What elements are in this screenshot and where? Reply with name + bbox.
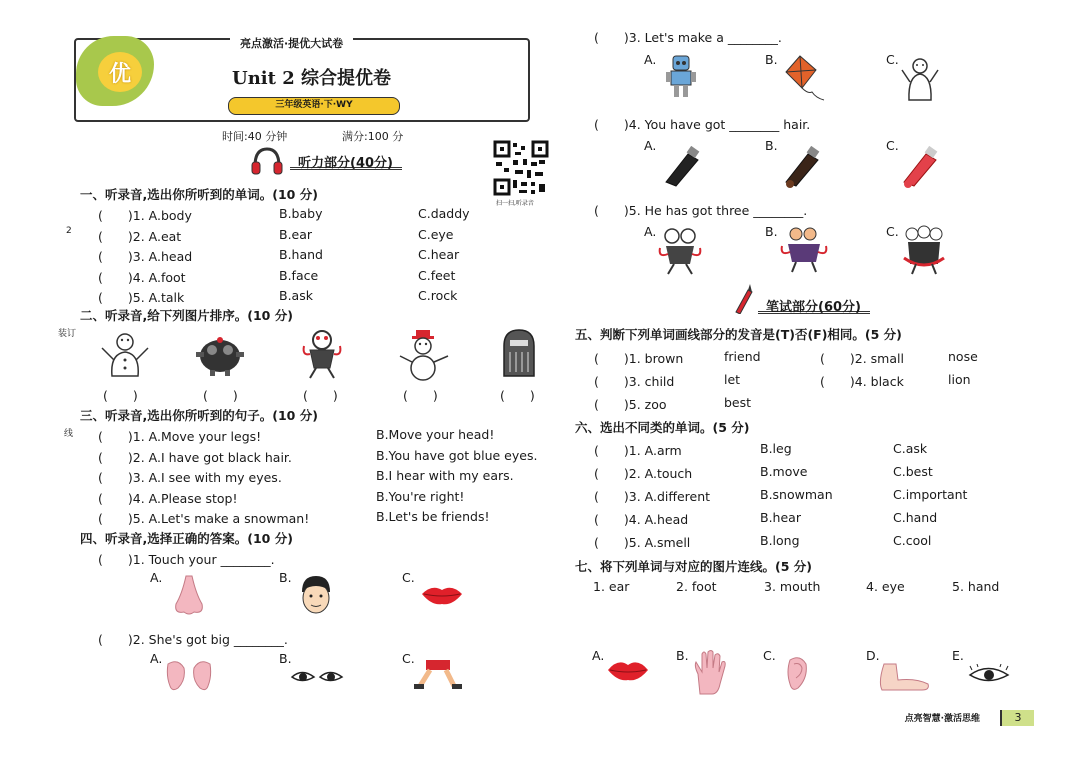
- odd-one-option-a[interactable]: ( )1. A.arm: [594, 443, 682, 458]
- question-row-option-a[interactable]: ( )3. A.head: [98, 249, 193, 264]
- section-5-title: 五、判断下列单词画线部分的发音是(T)否(F)相同。(5 分): [575, 327, 902, 342]
- order-blank[interactable]: ( ): [203, 388, 238, 403]
- sentence-option-b[interactable]: B.You have got blue eyes.: [376, 447, 538, 463]
- monster-icon: [900, 224, 948, 276]
- series-title: 亮点激活·提优大试卷: [230, 35, 353, 51]
- margin-mark: 2: [66, 226, 72, 236]
- snowman-hat-icon: [398, 328, 450, 382]
- snowman-icon: [100, 328, 150, 378]
- option-c[interactable]: C.eye: [418, 226, 454, 242]
- sentence-option-b[interactable]: B.I hear with my ears.: [376, 468, 514, 483]
- q4-5: ( )5. He has got three ________.: [594, 203, 808, 218]
- section-1-title: 一、听录音,选出你所听到的单词。(10 分): [80, 187, 318, 202]
- question-row-option-a[interactable]: ( )1. A.body: [98, 208, 192, 223]
- option-c[interactable]: C.: [402, 651, 415, 666]
- section-4-title: 四、听录音,选择正确的答案。(10 分): [80, 531, 293, 546]
- monster-icon: [300, 326, 344, 380]
- section-2-title: 二、听录音,给下列图片排序。(10 分): [80, 308, 293, 323]
- robot-tall-icon: [500, 326, 538, 380]
- match-picture-label[interactable]: C.: [763, 648, 776, 663]
- option-b[interactable]: B.face: [279, 267, 319, 283]
- score-label: 满分:100 分: [342, 130, 404, 143]
- option-c[interactable]: C.feet: [418, 267, 456, 283]
- option-b[interactable]: B.: [765, 138, 778, 153]
- page-title: Unit 2 综合提优卷: [232, 68, 391, 89]
- option-c[interactable]: C.: [886, 52, 899, 67]
- sentence-option-a[interactable]: ( )1. A.Move your legs!: [98, 429, 262, 444]
- section-3-title: 三、听录音,选出你所听到的句子。(10 分): [80, 408, 318, 423]
- eyes-icon: [290, 668, 344, 686]
- option-a[interactable]: A.: [644, 138, 657, 153]
- badge-icon: 优: [98, 52, 142, 92]
- sentence-option-a[interactable]: ( )5. A.Let's make a snowman!: [98, 511, 310, 526]
- judge-question[interactable]: ( )2. small: [820, 351, 904, 366]
- option-c[interactable]: C.rock: [418, 288, 458, 303]
- question-row-option-a[interactable]: ( )4. A.foot: [98, 269, 186, 285]
- section-6-title: 六、选出不同类的单词。(5 分): [575, 420, 750, 435]
- snowman-icon: [900, 54, 940, 102]
- odd-one-option-c[interactable]: C.cool: [893, 533, 932, 548]
- match-word[interactable]: 2. foot: [676, 579, 717, 594]
- kite-icon: [782, 54, 826, 102]
- q4-3: ( )3. Let's make a ________.: [594, 30, 782, 45]
- match-word[interactable]: 4. eye: [866, 579, 905, 594]
- odd-one-option-a[interactable]: ( )3. A.different: [594, 489, 711, 504]
- robot-icon: [192, 332, 248, 378]
- sentence-option-b[interactable]: B.You're right!: [376, 488, 465, 504]
- option-c[interactable]: C.: [402, 570, 415, 585]
- odd-one-option-a[interactable]: ( )5. A.smell: [594, 535, 691, 550]
- odd-one-option-b[interactable]: B.hear: [760, 510, 801, 525]
- nose-icon: [172, 574, 206, 616]
- compare-word: best: [724, 395, 752, 410]
- sentence-option-a[interactable]: ( )2. A.I have got black hair.: [98, 449, 292, 465]
- sentence-option-b[interactable]: B.Move your head!: [376, 427, 495, 442]
- brown-paint-tube-icon: [782, 146, 822, 188]
- option-b[interactable]: B.ask: [279, 288, 313, 303]
- margin-mark: 装订: [58, 329, 77, 339]
- pencil-icon: [732, 284, 754, 314]
- black-paint-tube-icon: [662, 146, 702, 188]
- option-c[interactable]: C.: [886, 138, 899, 153]
- option-a[interactable]: A.: [150, 570, 163, 585]
- ears-icon: [164, 658, 214, 694]
- match-picture-label[interactable]: B.: [676, 648, 689, 663]
- written-section-title: 笔试部分(60分): [758, 296, 870, 314]
- footer-slogan: 点亮智慧·激活思维: [904, 714, 980, 724]
- grade-subtitle: 三年级英语·下·WY: [228, 97, 400, 115]
- q4-4: ( )4. You have got ________ hair.: [594, 117, 811, 132]
- foot-icon: [876, 662, 932, 692]
- option-a[interactable]: A.: [644, 224, 657, 239]
- compare-word: let: [724, 372, 741, 387]
- judge-question[interactable]: ( )5. zoo: [594, 397, 667, 412]
- option-b[interactable]: B.: [279, 651, 292, 666]
- compare-word: lion: [948, 372, 971, 387]
- match-picture-label[interactable]: E.: [952, 648, 964, 663]
- odd-one-option-c[interactable]: C.best: [893, 464, 933, 479]
- match-word[interactable]: 3. mouth: [764, 579, 821, 594]
- odd-one-option-b[interactable]: B.snowman: [760, 487, 833, 502]
- legs-icon: [414, 658, 462, 692]
- option-c[interactable]: C.: [886, 224, 899, 239]
- odd-one-option-c[interactable]: C.ask: [893, 441, 928, 456]
- lips-icon: [420, 584, 464, 606]
- option-b[interactable]: B.hand: [279, 247, 323, 262]
- compare-word: friend: [724, 349, 761, 364]
- q4-2: ( )2. She's got big ________.: [98, 632, 288, 647]
- option-a[interactable]: A.: [644, 52, 657, 67]
- odd-one-option-b[interactable]: B.leg: [760, 441, 792, 456]
- option-b[interactable]: B.: [765, 52, 778, 67]
- eye-icon: [968, 664, 1010, 686]
- odd-one-option-a[interactable]: ( )2. A.touch: [594, 466, 693, 481]
- lips-icon: [606, 658, 650, 682]
- odd-one-option-c[interactable]: C.hand: [893, 510, 938, 525]
- red-paint-tube-icon: [900, 146, 940, 188]
- odd-one-option-b[interactable]: B.long: [760, 533, 800, 548]
- match-picture-label[interactable]: A.: [592, 648, 605, 663]
- sentence-option-a[interactable]: ( )4. A.Please stop!: [98, 490, 238, 506]
- monster-icon: [780, 224, 828, 274]
- option-b[interactable]: B.: [765, 224, 778, 239]
- order-blank[interactable]: ( ): [500, 388, 535, 403]
- listening-section-title: 听力部分(40分): [290, 152, 402, 170]
- hand-icon: [690, 650, 730, 696]
- odd-one-option-b[interactable]: B.move: [760, 464, 808, 479]
- option-c[interactable]: C.hear: [418, 247, 460, 262]
- margin-mark: 线: [64, 429, 74, 439]
- option-b[interactable]: B.: [279, 570, 292, 585]
- judge-question[interactable]: ( )4. black: [820, 374, 904, 389]
- option-b[interactable]: B.ear: [279, 226, 313, 242]
- robot-icon: [666, 54, 696, 100]
- match-picture-label[interactable]: D.: [866, 648, 880, 663]
- question-row-option-a[interactable]: ( )2. A.eat: [98, 228, 182, 244]
- ear-icon: [784, 654, 810, 694]
- match-word[interactable]: 1. ear: [593, 579, 630, 594]
- order-blank[interactable]: ( ): [303, 388, 338, 403]
- order-blank[interactable]: ( ): [403, 388, 438, 403]
- judge-question[interactable]: ( )1. brown: [594, 351, 684, 366]
- compare-word: nose: [948, 349, 978, 364]
- option-a[interactable]: A.: [150, 651, 163, 666]
- page-number: 3: [1000, 710, 1034, 726]
- sentence-option-b[interactable]: B.Let's be friends!: [376, 509, 490, 524]
- match-word[interactable]: 5. hand: [952, 579, 1000, 594]
- face-icon: [296, 574, 336, 616]
- qr-caption: 扫一扫,听录音: [496, 200, 534, 207]
- odd-one-option-a[interactable]: ( )4. A.head: [594, 512, 689, 527]
- monster-icon: [656, 224, 704, 276]
- q4-1: ( )1. Touch your ________.: [98, 552, 275, 567]
- judge-question[interactable]: ( )3. child: [594, 374, 675, 389]
- option-b[interactable]: B.baby: [279, 206, 323, 221]
- headphone-icon: [250, 146, 284, 176]
- question-row-option-a[interactable]: ( )5. A.talk: [98, 290, 185, 305]
- sentence-option-a[interactable]: ( )3. A.I see with my eyes.: [98, 470, 282, 485]
- qr-code-icon[interactable]: [493, 140, 549, 196]
- odd-one-option-c[interactable]: C.important: [893, 487, 968, 502]
- option-c[interactable]: C.daddy: [418, 206, 470, 221]
- order-blank[interactable]: ( ): [103, 388, 138, 403]
- section-7-title: 七、将下列单词与对应的图片连线。(5 分): [575, 559, 812, 574]
- time-label: 时间:40 分钟: [222, 130, 288, 143]
